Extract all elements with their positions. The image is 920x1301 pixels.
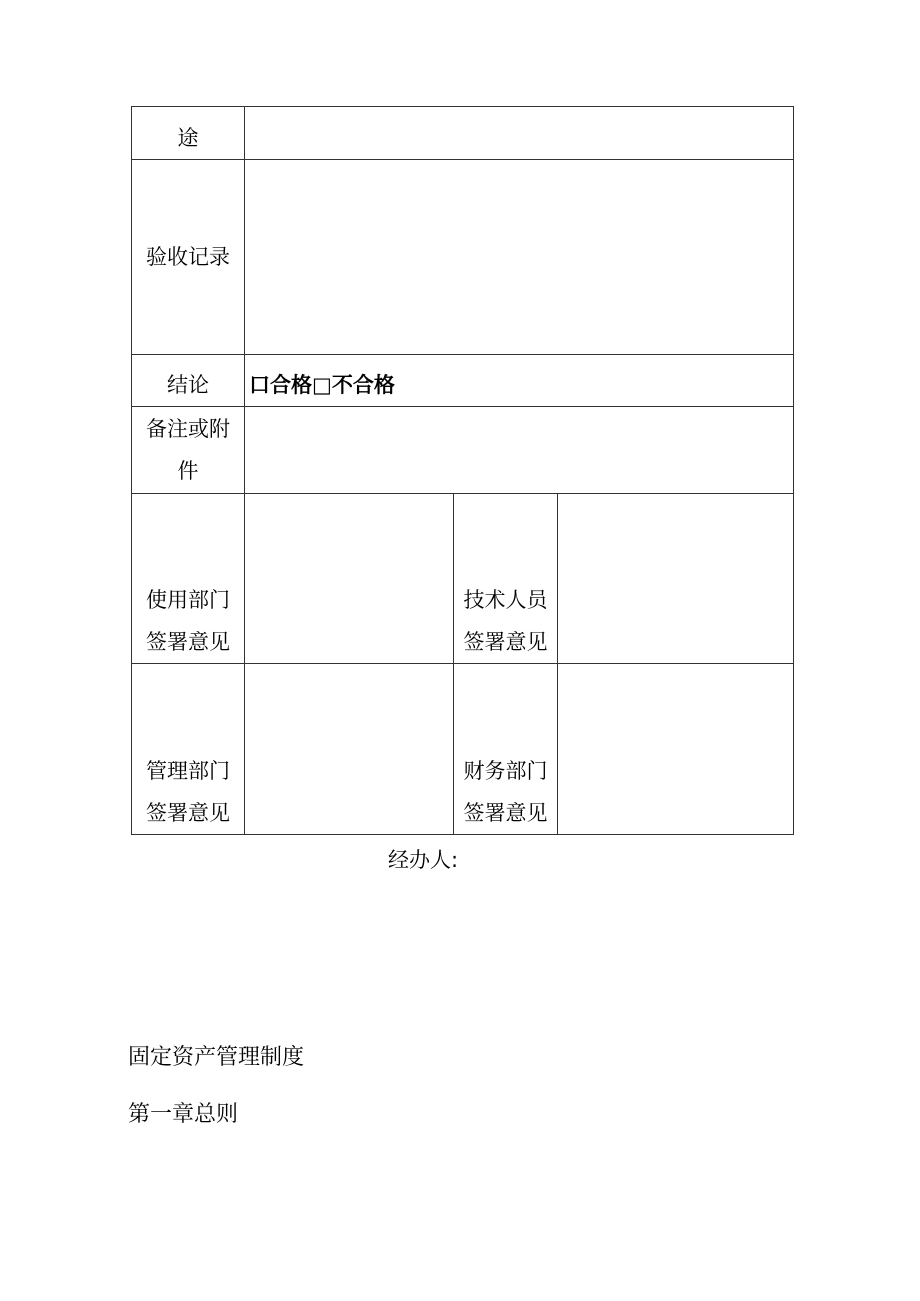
use-dept-line1: 使用部门: [146, 588, 230, 612]
remarks-label: [132, 407, 245, 494]
row-use: [132, 107, 794, 160]
remarks-label-line1: 备注或附: [146, 417, 230, 441]
use-label: 途: [132, 107, 245, 160]
use-dept-label: [132, 494, 245, 664]
finance-dept-label: [454, 664, 558, 835]
tech-staff-line2: 签署意见: [463, 630, 548, 654]
use-value-cell[interactable]: [245, 107, 794, 160]
use-dept-opinion-cell[interactable]: [245, 494, 454, 664]
row-conclusion: [132, 355, 794, 407]
mgmt-dept-label: [132, 664, 245, 835]
chapter-title: 第一章总则: [128, 1102, 239, 1127]
row-mgmt-dept: [132, 664, 794, 835]
row-acceptance: [132, 160, 794, 355]
tech-staff-opinion-cell[interactable]: [558, 494, 794, 664]
finance-dept-line1: 财务部门: [463, 759, 548, 783]
tech-staff-line1: 技术人员: [463, 588, 548, 612]
mgmt-dept-opinion-cell[interactable]: [245, 664, 454, 835]
remarks-cell[interactable]: [245, 407, 794, 494]
finance-dept-line2: 签署意见: [463, 801, 548, 825]
acceptance-label: 验收记录: [132, 160, 245, 355]
acceptance-form-table: [131, 106, 794, 835]
conclusion-options[interactable]: 口合格□不合格: [245, 355, 794, 407]
finance-dept-opinion-cell[interactable]: [558, 664, 794, 835]
handler-label: 经办人:: [388, 848, 459, 872]
document-title: 固定资产管理制度: [128, 1045, 305, 1070]
remarks-label-line2: 件: [177, 459, 199, 483]
use-dept-line2: 签署意见: [146, 630, 230, 654]
acceptance-record-cell[interactable]: [245, 160, 794, 355]
mgmt-dept-line2: 签署意见: [146, 801, 230, 825]
tech-staff-label: [454, 494, 558, 664]
row-use-dept: [132, 494, 794, 664]
conclusion-label: 结论: [132, 355, 245, 407]
mgmt-dept-line1: 管理部门: [146, 759, 230, 783]
row-remarks: [132, 407, 794, 494]
